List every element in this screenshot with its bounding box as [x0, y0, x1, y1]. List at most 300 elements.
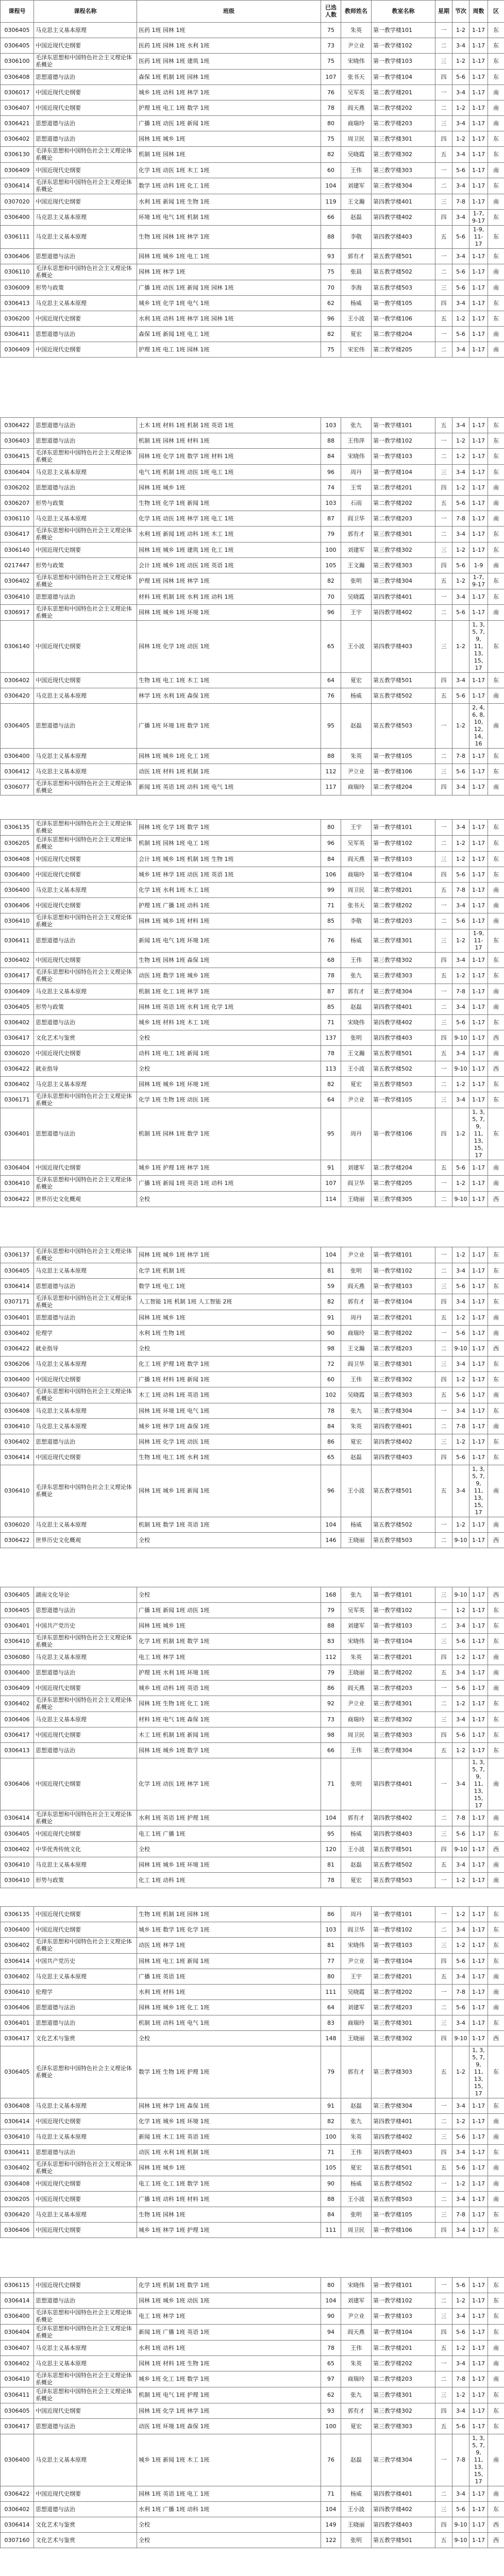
cell-course-name: 文化艺术与鉴赏 — [34, 1030, 137, 1046]
cell-course-code: 0306200 — [1, 311, 34, 327]
cell-weeks: 1-7, 9-17 — [469, 210, 488, 226]
cell-weekday: 五 — [435, 147, 452, 163]
cell-periods: 1-2 — [452, 1907, 469, 1922]
schedule-table-5 — [0, 1587, 504, 1888]
cell-weeks: 1-17 — [469, 999, 488, 1015]
cell-class-list: 水利 1班 英语 1班 护理 1班 — [137, 1810, 321, 1826]
table-row — [1, 2434, 504, 2486]
cell-weeks: 1-17 — [469, 100, 488, 116]
cell-campus: 西 — [488, 1061, 504, 1077]
cell-teacher-name: 商瑞玲 — [341, 116, 372, 131]
cell-weeks: 1, 3, 5, 7, 9, 11, 13, 15, 17 — [469, 1465, 488, 1517]
cell-classroom: 第三教学楼303 — [372, 2419, 435, 2434]
cell-weekday: 三 — [435, 2387, 452, 2403]
cell-teacher-name: 张书天 — [341, 70, 372, 85]
table-row — [1, 2517, 504, 2533]
table-row — [1, 210, 504, 226]
cell-class-list: 生物 1班 电工 1班 水利 1班 — [137, 1450, 321, 1465]
cell-classroom: 第二教学楼203 — [372, 2000, 435, 2015]
cell-course-name: 中国近现代史纲要 — [34, 163, 137, 178]
cell-course-code: 0306207 — [1, 496, 34, 511]
cell-campus: 东 — [488, 852, 504, 867]
cell-campus: 东 — [488, 527, 504, 543]
cell-course-name: 中国近现代史纲要 — [34, 2486, 137, 2502]
cell-campus: 西 — [488, 2533, 504, 2548]
cell-classroom: 第四教学楼403 — [372, 226, 435, 249]
cell-class-list: 新闻 1班 电气 1班 环境 1班 — [137, 929, 321, 953]
cell-teacher-name: 赵磊 — [341, 704, 372, 749]
table-row — [1, 1665, 504, 1681]
cell-enrolled-count: 88 — [321, 1618, 341, 1634]
cell-class-list: 园林 1班 环境 1班 电气 1班 — [137, 1403, 321, 1419]
cell-classroom: 第一教学楼101 — [372, 1247, 435, 1263]
cell-classroom: 第二教学楼201 — [372, 480, 435, 496]
cell-class-list: 医药 1班 园林 1班 水利 1班 — [137, 38, 321, 54]
cell-periods: 5-6 — [452, 496, 469, 511]
cell-class-list: 生物 1班 园林 1班 林学 1班 — [137, 226, 321, 249]
table-row — [1, 1279, 504, 1294]
cell-periods: 3-4 — [452, 953, 469, 968]
cell-campus: 南 — [488, 1517, 504, 1533]
cell-weekday: 二 — [435, 527, 452, 543]
cell-campus: 东 — [488, 2015, 504, 2031]
cell-weeks: 1-17 — [469, 2207, 488, 2223]
cell-enrolled-count: 65 — [321, 2356, 341, 2371]
cell-weekday: 一 — [435, 1517, 452, 1533]
cell-enrolled-count: 100 — [321, 2129, 341, 2145]
cell-class-list: 全校 — [137, 1587, 321, 1603]
cell-campus: 南 — [488, 1758, 504, 1810]
cell-class-list: 城乡 1班 护理 1班 林学 1班 — [137, 1160, 321, 1176]
cell-classroom: 第一教学楼106 — [372, 311, 435, 327]
cell-periods: 5-6 — [452, 1681, 469, 1696]
cell-teacher-name: 尹立业 — [341, 1696, 372, 1712]
cell-weeks: 1-17 — [469, 2517, 488, 2533]
cell-course-name: 毛泽东思想和中国特色社会主义理论体系概论 — [34, 2325, 137, 2341]
cell-course-code: 0306400 — [1, 2434, 34, 2486]
cell-periods: 1-2 — [452, 1603, 469, 1618]
cell-class-list: 园林 1班 化学 1班 动医 1班 — [137, 621, 321, 673]
cell-campus: 东 — [488, 1922, 504, 1938]
cell-classroom: 第一教学楼103 — [372, 852, 435, 867]
cell-classroom: 第一教学楼101 — [372, 1587, 435, 1603]
cell-class-list: 园林 1班 电工 1班 新闻 1班 — [137, 1954, 321, 1969]
cell-class-list: 水利 1班 新闻 1班 动科 1班 木工 1班 — [137, 527, 321, 543]
cell-course-name: 中国近现代史纲要 — [34, 1727, 137, 1743]
table-row — [1, 1985, 504, 2000]
cell-periods: 5-6 — [452, 1015, 469, 1030]
cell-course-code: 0306415 — [1, 449, 34, 465]
cell-campus: 南 — [488, 2114, 504, 2129]
cell-classroom: 第五教学楼503 — [372, 1533, 435, 1548]
cell-campus: 东 — [488, 1294, 504, 1310]
cell-weekday: 二 — [435, 2486, 452, 2502]
cell-weeks: 1-17 — [469, 2192, 488, 2207]
cell-course-name: 马克思主义基本原理 — [34, 23, 137, 38]
cell-periods: 3-4 — [452, 999, 469, 1015]
cell-campus: 东 — [488, 836, 504, 852]
cell-periods: 1-2 — [452, 1938, 469, 1954]
cell-classroom: 第四教学楼401 — [372, 1758, 435, 1810]
cell-periods: 3-4 — [452, 589, 469, 605]
cell-periods: 7-8 — [452, 2371, 469, 2387]
cell-weekday: 一 — [435, 433, 452, 449]
cell-weeks: 1-17 — [469, 1533, 488, 1548]
cell-class-list: 园林 1班 城乡 1班 — [137, 131, 321, 147]
cell-enrolled-count: 104 — [321, 2502, 341, 2517]
cell-course-code: 0306140 — [1, 543, 34, 558]
cell-enrolled-count: 91 — [321, 1160, 341, 1176]
cell-periods: 1-2 — [452, 433, 469, 449]
cell-campus: 南 — [488, 342, 504, 358]
cell-enrolled-count: 71 — [321, 1015, 341, 1030]
cell-class-list: 园林 1班 英语 1班 水利 1班 化学 1班 — [137, 999, 321, 1015]
cell-course-code: 0306414 — [1, 2293, 34, 2309]
cell-weekday: 二 — [435, 605, 452, 621]
cell-class-list: 森保 1班 机制 1班 园林 1班 — [137, 70, 321, 85]
cell-teacher-name: 吴军英 — [341, 85, 372, 100]
cell-enrolled-count: 68 — [321, 953, 341, 968]
table-row — [1, 1357, 504, 1372]
cell-course-code: 0217447 — [1, 558, 34, 573]
cell-class-list: 城乡 1班 林学 1班 动医 1班 英语 1班 — [137, 867, 321, 883]
cell-weekday: 四 — [435, 1842, 452, 1857]
cell-classroom: 第二教学楼201 — [372, 1969, 435, 1985]
cell-teacher-name: 夏宏 — [341, 2160, 372, 2176]
cell-course-code: 0306402 — [1, 2356, 34, 2371]
cell-classroom: 第四教学楼403 — [372, 621, 435, 673]
cell-teacher-name: 周卫民 — [341, 1727, 372, 1743]
cell-course-name: 马克思主义基本原理 — [34, 1969, 137, 1985]
cell-class-list: 广播 1班 动医 1班 新闻 1班 园林 1班 — [137, 280, 321, 296]
cell-enrolled-count: 102 — [321, 1387, 341, 1403]
cell-course-name: 毛泽东思想和中国特色社会主义理论体系概论 — [34, 264, 137, 280]
table-row — [1, 1015, 504, 1030]
cell-teacher-name: 周丹 — [341, 1108, 372, 1160]
table-row — [1, 1618, 504, 1634]
cell-course-name: 中国近现代史纲要 — [34, 1758, 137, 1810]
cell-classroom: 第五教学楼503 — [372, 280, 435, 296]
cell-periods: 3-4 — [452, 1294, 469, 1310]
cell-weekday: 五 — [435, 2046, 452, 2098]
table-row — [1, 1310, 504, 1326]
cell-enrolled-count: 64 — [321, 673, 341, 688]
table-row — [1, 2486, 504, 2502]
cell-course-code: 0306411 — [1, 929, 34, 953]
cell-course-name: 思想道德与法治 — [34, 2419, 137, 2434]
cell-campus: 东 — [488, 1603, 504, 1618]
cell-periods: 1-2 — [452, 1108, 469, 1160]
cell-weekday: 一 — [435, 163, 452, 178]
cell-weekday: 五 — [435, 688, 452, 704]
cell-course-code: 0306410 — [1, 2371, 34, 2387]
cell-periods: 7-8 — [452, 2207, 469, 2223]
cell-weekday: 一 — [435, 2278, 452, 2293]
cell-periods: 5-6 — [452, 867, 469, 883]
cell-enrolled-count: 106 — [321, 867, 341, 883]
table-row — [1, 249, 504, 264]
cell-periods: 1-2 — [452, 131, 469, 147]
cell-classroom: 第三教学楼304 — [372, 984, 435, 999]
table-row — [1, 280, 504, 296]
cell-classroom: 第二教学楼202 — [372, 100, 435, 116]
cell-course-name: 毛泽东思想和中国特色社会主义理论体系概论 — [34, 913, 137, 929]
cell-teacher-name: 朱英 — [341, 1419, 372, 1434]
cell-campus: 东 — [488, 1696, 504, 1712]
cell-periods: 7-8 — [452, 883, 469, 898]
cell-weekday: 五 — [435, 226, 452, 249]
cell-teacher-name: 王文瀚 — [341, 1046, 372, 1061]
cell-weekday: 二 — [435, 836, 452, 852]
cell-course-code: 0306401 — [1, 1618, 34, 1634]
cell-weeks: 1-17 — [469, 2325, 488, 2341]
cell-class-list: 全校 — [137, 1341, 321, 1357]
cell-weekday: 三 — [435, 465, 452, 480]
cell-teacher-name: 王宇 — [341, 820, 372, 836]
cell-periods: 3-4 — [452, 178, 469, 194]
cell-campus: 东 — [488, 226, 504, 249]
table-row — [1, 779, 504, 795]
cell-classroom: 第四教学楼403 — [372, 2145, 435, 2160]
cell-course-name: 文化艺术与鉴赏 — [34, 2517, 137, 2533]
cell-weekday: 三 — [435, 194, 452, 210]
cell-campus: 东 — [488, 673, 504, 688]
table-row — [1, 2015, 504, 2031]
cell-classroom: 第三教学楼304 — [372, 1743, 435, 1758]
cell-teacher-name: 刘建军 — [341, 2293, 372, 2309]
table-row — [1, 2371, 504, 2387]
cell-teacher-name: 阎天燕 — [341, 2325, 372, 2341]
cell-classroom: 第二教学楼203 — [372, 913, 435, 929]
cell-course-name: 思想道德与法治 — [34, 2000, 137, 2015]
cell-course-name: 中国近现代史纲要 — [34, 1681, 137, 1696]
table-row — [1, 2419, 504, 2434]
cell-course-name: 马克思主义基本原理 — [34, 2434, 137, 2486]
cell-course-name: 马克思主义基本原理 — [34, 749, 137, 764]
cell-teacher-name: 阎天燕 — [341, 1681, 372, 1696]
cell-teacher-name: 石雨 — [341, 496, 372, 511]
cell-enrolled-count: 59 — [321, 1279, 341, 1294]
cell-periods: 3-4 — [452, 1758, 469, 1810]
cell-weekday: 二 — [435, 1192, 452, 1207]
table-row — [1, 527, 504, 543]
cell-course-name: 思想道德与法治 — [34, 2502, 137, 2517]
table-row — [1, 449, 504, 465]
cell-teacher-name: 张九 — [341, 418, 372, 433]
cell-classroom: 第三教学楼302 — [372, 1712, 435, 1727]
cell-weeks: 1-17 — [469, 2015, 488, 2031]
cell-periods: 1-2 — [452, 1247, 469, 1263]
header-teacher-name: 教师姓名 — [341, 1, 372, 23]
table-row — [1, 2293, 504, 2309]
cell-course-code: 0306407 — [1, 100, 34, 116]
table-row — [1, 558, 504, 573]
cell-teacher-name: 王宇 — [341, 1969, 372, 1985]
cell-teacher-name: 张明 — [341, 2533, 372, 2548]
cell-classroom: 第五教学楼501 — [372, 2533, 435, 2548]
cell-classroom: 第四教学楼402 — [372, 1015, 435, 1030]
cell-weekday: 一 — [435, 898, 452, 913]
cell-weeks: 1-17 — [469, 1907, 488, 1922]
cell-course-name: 马克思主义基本原理 — [34, 1712, 137, 1727]
cell-class-list: 森保 1班 新闻 1班 电工 1班 — [137, 327, 321, 342]
table-row — [1, 820, 504, 836]
cell-periods: 5-6 — [452, 70, 469, 85]
cell-periods: 3-4 — [452, 2223, 469, 2238]
cell-teacher-name: 王小波 — [341, 621, 372, 673]
cell-periods: 7-8 — [452, 749, 469, 764]
cell-enrolled-count: 96 — [321, 465, 341, 480]
cell-course-name: 马克思主义基本原理 — [34, 984, 137, 999]
cell-periods: 1-2 — [452, 2114, 469, 2129]
cell-classroom: 第一教学楼103 — [372, 2309, 435, 2325]
table-row — [1, 2278, 504, 2293]
cell-campus: 南 — [488, 1176, 504, 1192]
cell-periods: 1-2 — [452, 2341, 469, 2356]
cell-weekday: 一 — [435, 589, 452, 605]
cell-teacher-name: 吴军英 — [341, 836, 372, 852]
cell-classroom: 第二教学楼203 — [372, 116, 435, 131]
cell-teacher-name: 张九 — [341, 968, 372, 984]
cell-weeks: 1-17 — [469, 418, 488, 433]
cell-weeks: 1-17 — [469, 883, 488, 898]
cell-classroom: 第四教学楼403 — [372, 1030, 435, 1046]
cell-weeks: 1-17 — [469, 1326, 488, 1341]
cell-periods: 3-4 — [452, 1922, 469, 1938]
cell-periods: 5-6 — [452, 2419, 469, 2434]
table-row — [1, 264, 504, 280]
cell-weeks: 1-17 — [469, 589, 488, 605]
cell-course-code: 0306417 — [1, 1727, 34, 1743]
cell-course-name: 马克思主义基本原理 — [34, 511, 137, 527]
cell-periods: 3-4 — [452, 779, 469, 795]
cell-class-list: 动医 1班 数学 1班 城乡 1班 — [137, 968, 321, 984]
cell-class-list: 园林 1班 城乡 1班 新闻 1班 — [137, 1465, 321, 1517]
cell-course-code: 0306111 — [1, 226, 34, 249]
cell-weeks: 1-7, 9-17 — [469, 573, 488, 589]
cell-weekday: 三 — [435, 764, 452, 779]
cell-course-code: 0306402 — [1, 1077, 34, 1092]
cell-weekday: 二 — [435, 2000, 452, 2015]
cell-weeks: 1-17 — [469, 23, 488, 38]
cell-weekday: 一 — [435, 2434, 452, 2486]
cell-classroom: 第二教学楼202 — [372, 1665, 435, 1681]
cell-course-name: 中国近现代史纲要 — [34, 1907, 137, 1922]
cell-enrolled-count: 70 — [321, 280, 341, 296]
cell-teacher-name: 王晓丽 — [341, 1665, 372, 1681]
table-row — [1, 296, 504, 311]
cell-campus: 东 — [488, 23, 504, 38]
table-row — [1, 1681, 504, 1696]
header-periods: 节次 — [452, 1, 469, 23]
cell-weekday: 三 — [435, 2502, 452, 2517]
cell-course-name: 毛泽东思想和中国特色社会主义理论体系概论 — [34, 2160, 137, 2176]
cell-class-list: 机制 1班 电气 1班 护理 1班 — [137, 2387, 321, 2403]
table-row — [1, 543, 504, 558]
cell-course-code: 0306405 — [1, 999, 34, 1015]
cell-course-name: 中国近现代史纲要 — [34, 1450, 137, 1465]
cell-enrolled-count: 80 — [321, 116, 341, 131]
cell-course-code: 0306410 — [1, 1634, 34, 1650]
table-row — [1, 836, 504, 852]
cell-teacher-name: 王雪 — [341, 480, 372, 496]
cell-weekday: 四 — [435, 1954, 452, 1969]
cell-course-name: 毛泽东思想和中国特色社会主义理论体系概论 — [34, 1696, 137, 1712]
cell-weekday: 二 — [435, 2192, 452, 2207]
cell-periods: 5-6 — [452, 226, 469, 249]
cell-classroom: 第三教学楼304 — [372, 2098, 435, 2114]
cell-teacher-name: 商瑞玲 — [341, 2371, 372, 2387]
cell-weeks: 1-17 — [469, 2309, 488, 2325]
cell-course-code: 0306402 — [1, 1842, 34, 1857]
cell-course-code: 0306406 — [1, 898, 34, 913]
header-weeks: 周数 — [469, 1, 488, 23]
cell-classroom: 第一教学楼104 — [372, 2325, 435, 2341]
cell-class-list: 广播 1班 环境 1班 数学 1班 — [137, 704, 321, 749]
cell-campus: 南 — [488, 688, 504, 704]
table-row — [1, 2000, 504, 2015]
cell-teacher-name: 张明 — [341, 1030, 372, 1046]
cell-classroom: 第三教学楼302 — [372, 2403, 435, 2419]
cell-classroom: 第一教学楼102 — [372, 433, 435, 449]
cell-campus: 西 — [488, 1587, 504, 1603]
cell-campus: 东 — [488, 449, 504, 465]
cell-weekday: 四 — [435, 1450, 452, 1465]
header-course-code: 课程号 — [1, 1, 34, 23]
cell-classroom: 第五教学楼502 — [372, 1517, 435, 1533]
cell-class-list: 新闻 1班 木工 1班 英语 1班 — [137, 2129, 321, 2145]
cell-weekday: 一 — [435, 984, 452, 999]
cell-course-code: 0306202 — [1, 480, 34, 496]
cell-teacher-name: 王晓丽 — [341, 2031, 372, 2046]
cell-enrolled-count: 60 — [321, 163, 341, 178]
cell-classroom: 第四教学楼402 — [372, 1434, 435, 1450]
cell-classroom: 第二教学楼202 — [372, 2356, 435, 2371]
table-row — [1, 984, 504, 999]
cell-weeks: 1-9, 11-17 — [469, 226, 488, 249]
cell-periods: 3-4 — [452, 210, 469, 226]
cell-periods: 1-2 — [452, 1873, 469, 1888]
table-row — [1, 511, 504, 527]
cell-class-list: 园林 1班 城乡 1班 电工 1班 — [137, 249, 321, 264]
cell-course-name: 思想道德与法治 — [34, 1310, 137, 1326]
cell-course-code: 0307160 — [1, 2533, 34, 2548]
cell-teacher-name: 吴晓霞 — [341, 589, 372, 605]
cell-teacher-name: 周卫民 — [341, 131, 372, 147]
cell-weekday: 二 — [435, 2114, 452, 2129]
cell-course-name: 毛泽东思想和中国特色社会主义理论体系概论 — [34, 147, 137, 163]
cell-campus: 南 — [488, 1046, 504, 1061]
cell-course-name: 中国共产党历史 — [34, 1954, 137, 1969]
cell-weeks: 1-17 — [469, 1046, 488, 1061]
cell-class-list: 水利 1班 生物 1班 — [137, 1326, 321, 1341]
cell-course-name: 毛泽东思想和中国特色社会主义理论体系概论 — [34, 779, 137, 795]
cell-enrolled-count: 79 — [321, 1665, 341, 1681]
cell-weekday: 一 — [435, 1247, 452, 1263]
cell-teacher-name: 赵磊 — [341, 210, 372, 226]
cell-classroom: 第四教学楼401 — [372, 2114, 435, 2129]
cell-course-code: 0306205 — [1, 836, 34, 852]
cell-course-name: 毛泽东思想和中国特色社会主义理论体系概论 — [34, 178, 137, 194]
cell-course-name: 思想道德与法治 — [34, 1743, 137, 1758]
cell-course-name: 中国近现代史纲要 — [34, 898, 137, 913]
cell-weekday: 三 — [435, 1015, 452, 1030]
cell-teacher-name: 杨威 — [341, 2486, 372, 2502]
cell-class-list: 园林 1班 城乡 1班 材料 1班 — [137, 913, 321, 929]
schedule-table-6 — [0, 1906, 504, 2238]
cell-class-list: 广播 1班 材料 1班 新闻 1班 — [137, 1372, 321, 1387]
cell-enrolled-count: 73 — [321, 38, 341, 54]
